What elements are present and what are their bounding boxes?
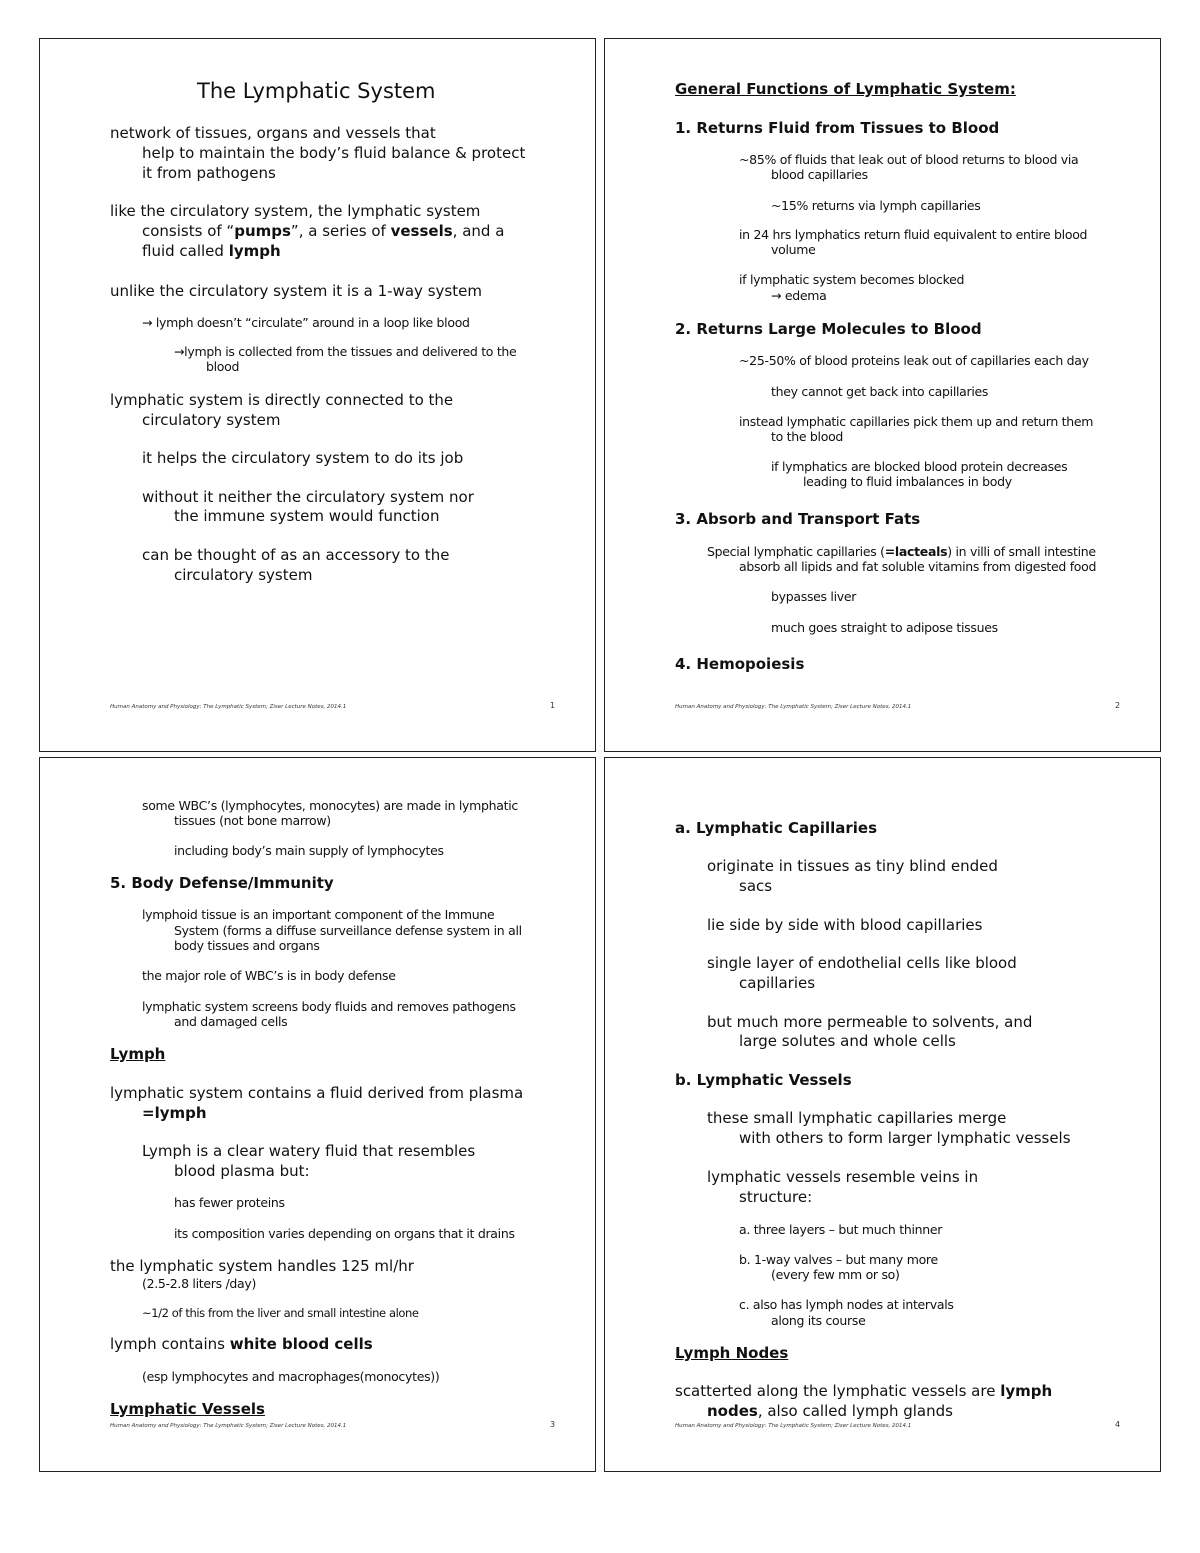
page-number: 1 [550,701,556,710]
page-number: 2 [1115,701,1121,710]
text-line: if lymphatic system becomes blocked [739,272,965,287]
function-heading: 5. Body Defense/Immunity [110,874,334,892]
function-heading: 3. Absorb and Transport Fats [675,510,921,528]
text-line: (2.5-2.8 liters /day) [142,1276,257,1291]
text-line: leading to fluid imbalances in body [803,474,1012,489]
section-heading: Lymph [110,1045,166,1063]
text-line: circulatory system [142,411,281,429]
text-line: single layer of endothelial cells like blood [707,954,1017,972]
text-line: large solutes and whole cells [739,1032,956,1050]
section-heading: Lymph Nodes [675,1344,789,1362]
text-line: if lymphatics are blocked blood protein decreases [771,459,1068,474]
text-line: including body’s main supply of lymphocytes [174,843,444,858]
text-line: it helps the circulatory system to do its job [142,449,464,467]
text-line: System (forms a diffuse surveillance defense system in all [174,923,522,938]
text-line: (esp lymphocytes and macrophages(monocytes)) [142,1369,440,1384]
text-line: ~25-50% of blood proteins leak out of capillaries each day [739,353,1089,368]
subsection-heading: b. Lymphatic Vessels [675,1071,852,1089]
text-line: lymphatic system is directly connected to the [110,391,454,409]
slide-4 [604,757,1161,1472]
text-line: blood [206,359,240,374]
text-line: lie side by side with blood capillaries [707,916,983,934]
text-line: →lymph is collected from the tissues and delivered to the [174,344,517,359]
function-heading: 1. Returns Fluid from Tissues to Blood [675,119,1000,137]
text-line: and damaged cells [174,1014,288,1029]
text-line: body tissues and organs [174,938,320,953]
text-line: much goes straight to adipose tissues [771,620,998,635]
slide-footer: Human Anatomy and Physiology: The Lymphatic System; Ziser Lecture Notes, 2014.1 [110,704,347,710]
text-line: absorb all lipids and fat soluble vitamins from digested food [739,559,1097,574]
text-line: like the circulatory system, the lymphatic system [110,202,481,220]
text-line: =lymph [142,1104,207,1122]
text-line: lymphatic system contains a fluid derived from plasma [110,1084,524,1102]
text-line: ~1/2 of this from the liver and small intestine alone [142,1306,419,1320]
subsection-heading: a. Lymphatic Capillaries [675,819,878,837]
slide-footer: Human Anatomy and Physiology: The Lymphatic System; Ziser Lecture Notes, 2014.1 [110,1423,347,1429]
text-line: instead lymphatic capillaries pick them up and return them [739,414,1094,429]
function-heading: 2. Returns Large Molecules to Blood [675,320,982,338]
text-line: → lymph doesn’t “circulate” around in a loop like blood [142,315,470,330]
slide-title: The Lymphatic System [197,79,436,103]
text-line: but much more permeable to solvents, and [707,1013,1033,1031]
function-heading: 4. Hemopoiesis [675,655,805,673]
text-line: they cannot get back into capillaries [771,384,989,399]
text-line: the immune system would function [174,507,440,525]
text-line: ~15% returns via lymph capillaries [771,198,981,213]
text-line: consists of “pumps”, a series of vessels, and a [142,222,505,240]
slide-2 [604,38,1161,752]
text-line: lymphatic system screens body fluids and removes pathogens [142,999,516,1014]
text-line: circulatory system [174,566,313,584]
text-line: to the blood [771,429,844,444]
page-number: 4 [1115,1420,1121,1429]
text-line: (every few mm or so) [771,1267,900,1282]
text-line: blood plasma but: [174,1162,310,1180]
text-line: in 24 hrs lymphatics return fluid equivalent to entire blood [739,227,1088,242]
text-line: tissues (not bone marrow) [174,813,331,828]
text-line: Special lymphatic capillaries (=lacteals) in villi of small intestine [707,544,1096,559]
text-line: scatterted along the lymphatic vessels are lymph [675,1382,1053,1400]
slide-1 [39,38,596,752]
text-line: can be thought of as an accessory to the [142,546,450,564]
text-line: its composition varies depending on organs that it drains [174,1226,515,1241]
text-line: b. 1-way valves – but many more [739,1252,938,1267]
text-line: capillaries [739,974,816,992]
text-line: help to maintain the body’s fluid balance & protect [142,144,526,162]
slide-footer: Human Anatomy and Physiology: The Lymphatic System; Ziser Lecture Notes, 2014.1 [675,704,912,710]
text-line: originate in tissues as tiny blind ended [707,857,998,875]
text-line: the major role of WBC’s is in body defense [142,968,396,983]
text-line: → edema [771,288,827,303]
text-line: bypasses liver [771,589,857,604]
text-line: lymphoid tissue is an important component of the Immune [142,907,495,922]
text-line: these small lymphatic capillaries merge [707,1109,1007,1127]
section-heading: Lymphatic Vessels [110,1400,265,1418]
text-line: ~85% of fluids that leak out of blood returns to blood via [739,152,1079,167]
text-line: lymph contains white blood cells [110,1335,373,1353]
text-line: along its course [771,1313,866,1328]
text-line: network of tissues, organs and vessels that [110,124,436,142]
page-number: 3 [550,1420,556,1429]
text-line: lymphatic vessels resemble veins in [707,1168,979,1186]
text-line: nodes, also called lymph glands [707,1402,953,1420]
text-line: fluid called lymph [142,242,281,260]
slide-3 [39,757,596,1472]
text-line: a. three layers – but much thinner [739,1222,943,1237]
text-line: Lymph is a clear watery fluid that resembles [142,1142,476,1160]
text-line: has fewer proteins [174,1195,285,1210]
text-line: without it neither the circulatory system nor [142,488,474,506]
text-line: structure: [739,1188,813,1206]
text-line: with others to form larger lymphatic vessels [739,1129,1071,1147]
text-line: blood capillaries [771,167,868,182]
text-line: it from pathogens [142,164,276,182]
text-line: c. also has lymph nodes at intervals [739,1297,954,1312]
text-line: the lymphatic system handles 125 ml/hr [110,1257,414,1275]
section-heading: General Functions of Lymphatic System: [675,80,1016,98]
text-line: unlike the circulatory system it is a 1-way system [110,282,482,300]
text-line: some WBC’s (lymphocytes, monocytes) are made in lymphatic [142,798,518,813]
text-line: volume [771,242,816,257]
text-line: sacs [739,877,773,895]
slide-footer: Human Anatomy and Physiology: The Lymphatic System; Ziser Lecture Notes, 2014.1 [675,1423,912,1429]
